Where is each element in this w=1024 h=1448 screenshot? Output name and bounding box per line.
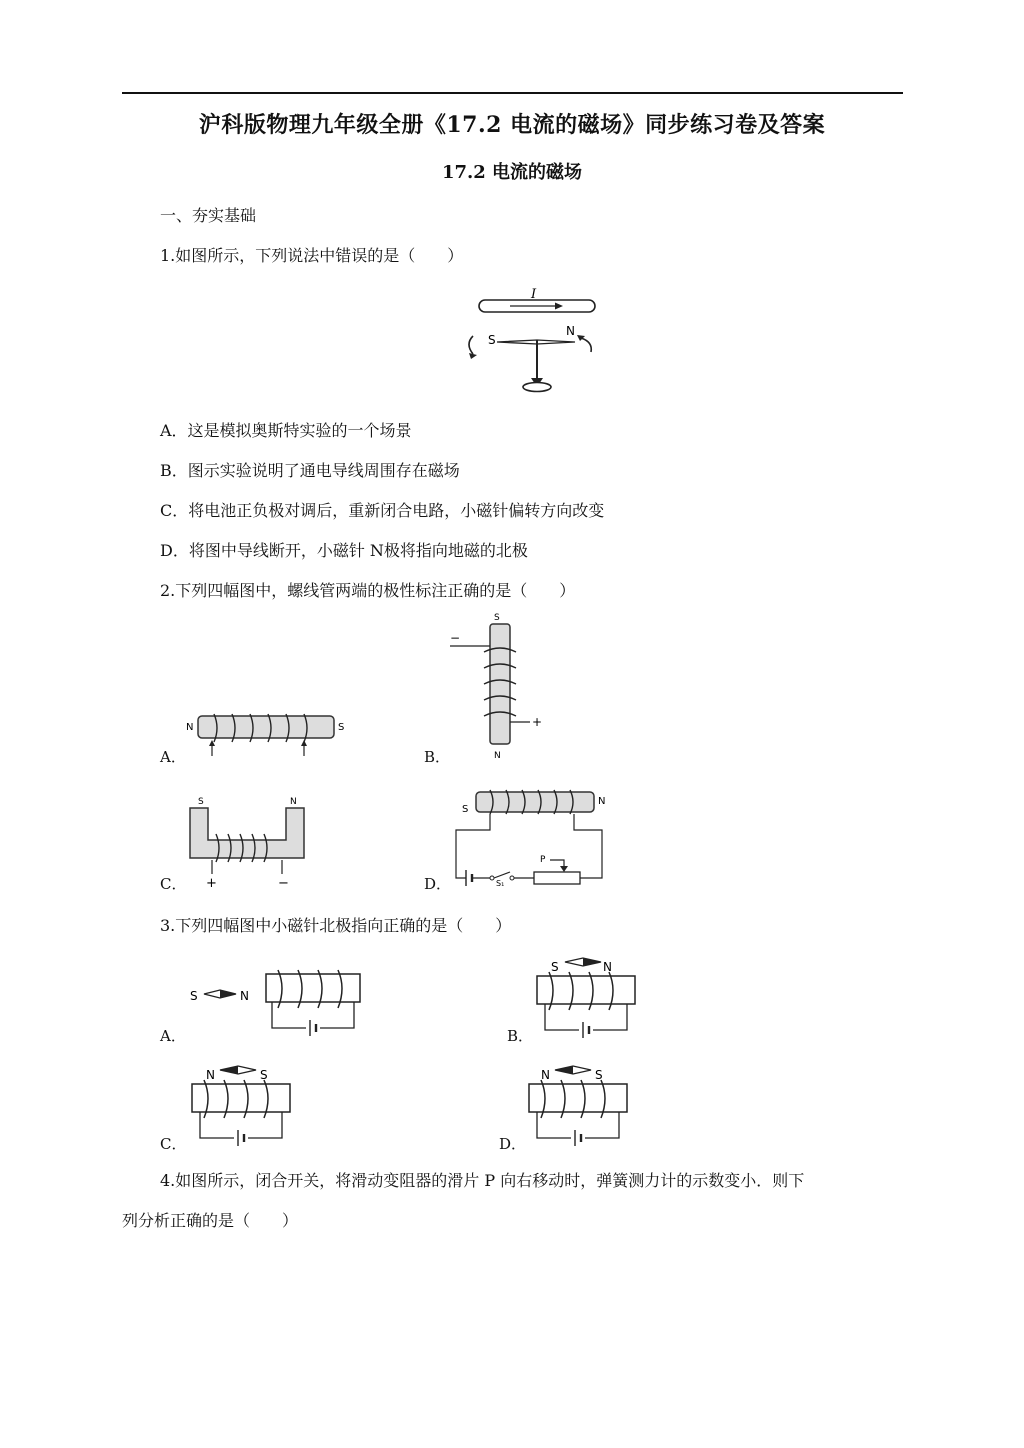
q2c-minus: − xyxy=(278,876,289,891)
q1-oersted-figure xyxy=(455,282,615,397)
q3b-s-label: S xyxy=(551,960,559,974)
q2c-right-pole: N xyxy=(290,797,297,807)
q3b-n-label: N xyxy=(603,960,612,974)
q3c-s-label: S xyxy=(260,1068,268,1082)
q3-figure-b xyxy=(531,950,651,1040)
question-2-stem: 2.下列四幅图中，螺线管两端的极性标注正确的是（ ） xyxy=(160,581,576,600)
q2-label-a: A． xyxy=(160,748,186,766)
rotate-arrow-icon xyxy=(469,336,473,354)
question-4-stem-line-1: 4.如图所示，闭合开关，将滑动变阻器的滑片 P 向右移动时，弹簧测力计的示数变小．则下 xyxy=(160,1171,805,1190)
q3-label-c: C． xyxy=(160,1135,187,1153)
q2-figure-a xyxy=(184,706,354,766)
q3d-n-label: N xyxy=(541,1068,550,1082)
q1-option-c: C．将电池正负极对调后，重新闭合电路，小磁针偏转方向改变 xyxy=(160,501,605,520)
q1-s-label: S xyxy=(488,333,496,347)
q3d-s-label: S xyxy=(595,1068,603,1082)
q2b-bottom-pole: N xyxy=(494,751,501,761)
q2b-plus: + xyxy=(532,715,543,729)
q2-figure-b xyxy=(448,612,558,762)
q2d-right-pole: N xyxy=(598,796,606,807)
section-subtitle: 17.2 电流的磁场 xyxy=(441,162,583,183)
q2c-plus: + xyxy=(206,876,217,891)
q2d-switch-label: S₁ xyxy=(496,879,505,888)
q2-label-c: C． xyxy=(160,875,187,893)
question-4-stem-line-2: 列分析正确的是（ ） xyxy=(122,1211,299,1230)
q3-label-d: D． xyxy=(499,1135,527,1153)
question-3-stem: 3.下列四幅图中小磁针北极指向正确的是（ ） xyxy=(160,916,512,935)
q3-figure-a xyxy=(186,962,366,1042)
q2-label-b: B． xyxy=(424,748,451,766)
q3a-s-label: S xyxy=(190,989,198,1003)
q1-n-label: N xyxy=(566,324,575,338)
q2a-right-pole: S xyxy=(338,722,345,733)
q3-label-a: A． xyxy=(160,1027,186,1045)
section-heading: 一、夯实基础 xyxy=(160,206,257,225)
q3-label-b: B． xyxy=(507,1027,534,1045)
q2c-left-pole: S xyxy=(198,797,204,807)
q1-option-d: D．将图中导线断开，小磁针 N极将指向地磁的北极 xyxy=(160,541,528,560)
current-label: I xyxy=(531,287,537,302)
q3-figure-d xyxy=(523,1058,643,1148)
q3a-n-label: N xyxy=(240,989,249,1003)
q1-option-b: B．图示实验说明了通电导线周围存在磁场 xyxy=(160,461,460,480)
q2d-left-pole: S xyxy=(462,804,469,815)
q2-figure-d xyxy=(452,782,622,887)
page-title: 沪科版物理九年级全册《17.2 电流的磁场》同步练习卷及答案 xyxy=(198,112,826,138)
rotate-arrow-icon xyxy=(581,338,591,352)
q2-label-d: D． xyxy=(424,875,452,893)
header-rule xyxy=(122,92,903,94)
q2-figure-c xyxy=(184,794,314,889)
q2b-minus: − xyxy=(450,631,461,645)
q2b-top-pole: S xyxy=(494,613,500,623)
q2d-slider-label: P xyxy=(540,855,546,865)
q3c-n-label: N xyxy=(206,1068,215,1082)
q1-option-a: A．这是模拟奥斯特实验的一个场景 xyxy=(160,421,412,440)
q2a-left-pole: N xyxy=(186,722,194,733)
question-1-stem: 1.如图所示，下列说法中错误的是（ ） xyxy=(160,246,464,265)
q3-figure-c xyxy=(186,1058,306,1148)
